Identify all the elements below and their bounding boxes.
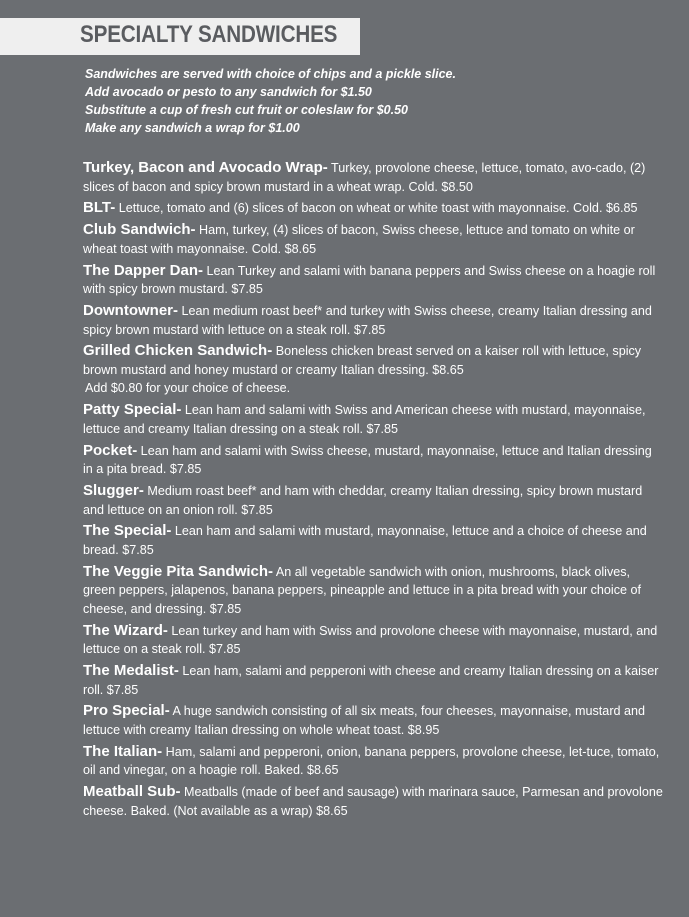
menu-item xyxy=(83,743,663,780)
menu-item-description: Medium roast beef* and ham with cheddar, creamy Italian dressing, spicy brown mustard and lettuce on an onion roll. $7.85 xyxy=(83,484,643,517)
menu-item-name: The Wizard- xyxy=(83,621,168,639)
menu-item-description: Ham, turkey, (4) slices of bacon, Swiss cheese, lettuce and tomato on white or wheat toast with mayonnaise. Cold. $8.65 xyxy=(83,223,635,256)
menu-item-name: Pocket- xyxy=(83,441,138,459)
menu-item xyxy=(83,302,663,339)
menu-item-description: Turkey, provolone cheese, lettuce, tomato, avo-cado, (2) slices of bacon and spicy brown mustard in a wheat wrap. Cold. $8.50 xyxy=(83,161,646,194)
menu-item-description: Ham, salami and pepperoni, onion, banana peppers, provolone cheese, let-tuce, tomato, oil and vinegar, on a hoagie roll. Baked. $8.65 xyxy=(83,744,660,778)
menu-item-name: The Special- xyxy=(83,522,172,540)
menu-item xyxy=(83,783,663,820)
menu-item-name: Club Sandwich- xyxy=(83,221,196,239)
menu-item xyxy=(83,199,663,218)
menu-item-description: Lean Turkey and salami with banana peppers and Swiss cheese on a hoagie roll with spicy brown mustard. $7.85 xyxy=(83,263,656,297)
menu-item xyxy=(83,522,663,559)
menu-item-description: Lean medium roast beef* and turkey with Swiss cheese, creamy Italian dressing and spicy brown mustard with lettuce on a steak roll. $7.85 xyxy=(83,303,652,337)
menu-item-name: Downtowner- xyxy=(83,301,178,319)
menu-item-name: Turkey, Bacon and Avocado Wrap- xyxy=(83,159,328,176)
menu-item-description: An all vegetable sandwich with onion, mushrooms, black olives, green peppers, jalapenos, banana peppers, pineapple and lettuce in a pita bread with your choice of cheese, and dressing. $7.85 xyxy=(83,564,642,616)
menu-item-name: The Veggie Pita Sandwich- xyxy=(83,562,274,580)
menu-item xyxy=(83,159,663,196)
menu-item xyxy=(83,221,663,258)
menu-item xyxy=(83,401,663,438)
page-title: SPECIALTY SANDWICHES xyxy=(80,21,338,48)
menu-item xyxy=(83,262,663,299)
menu-item-name: BLT- xyxy=(83,199,116,217)
menu-item xyxy=(83,662,663,699)
menu-item-name: The Dapper Dan- xyxy=(83,261,204,279)
menu-item-description: Lean turkey and ham with Swiss and provolone cheese with mayonnaise, mustard, and lettuce on a steak roll. $7.85 xyxy=(83,623,658,657)
menu-item xyxy=(83,442,663,479)
menu-item-description: Lean ham, salami and pepperoni with cheese and creamy Italian dressing on a kaiser roll. $7.85 xyxy=(83,664,659,697)
title-band xyxy=(0,18,360,55)
menu-item-description: Lettuce, tomato and (6) slices of bacon on wheat or white toast with mayonnaise. Cold. $6.85 xyxy=(115,201,638,216)
intro-line: Substitute a cup of fresh cut fruit or coleslaw for $0.50 xyxy=(85,103,408,117)
intro-line: Add avocado or pesto to any sandwich for $1.50 xyxy=(85,85,372,99)
menu-item-description: A huge sandwich consisting of all six meats, four cheeses, mayonnaise, mustard and lettuce with creamy Italian dressing on whole wheat toast. $8.95 xyxy=(83,704,646,738)
menu-item-description: Boneless chicken breast served on a kaiser roll with lettuce, spicy brown mustard and honey mustard or creamy Italian dressing. $8.65 xyxy=(83,344,642,377)
menu-item-description: Lean ham and salami with Swiss cheese, mustard, mayonnaise, lettuce and Italian dressing in a pita bread. $7.85 xyxy=(83,443,652,477)
menu-item xyxy=(83,563,663,619)
menu-item xyxy=(83,342,663,398)
menu-item-name: Meatball Sub- xyxy=(83,783,181,801)
menu-item-name: Slugger- xyxy=(83,482,144,499)
menu-item-description: Lean ham and salami with Swiss and American cheese with mustard, mayonnaise, lettuce and creamy Italian dressing on a steak roll. $7.85 xyxy=(83,403,646,436)
intro-notes xyxy=(85,65,645,137)
menu-item xyxy=(83,702,663,739)
menu-item-description: Meatballs (made of beef and sausage) with marinara sauce, Parmesan and provolone cheese. Baked. (Not available as a wrap) $8.65 xyxy=(83,785,663,818)
menu-item xyxy=(83,622,663,659)
menu-item-description: Lean ham and salami with mustard, mayonnaise, lettuce and a choice of cheese and bread. $7.85 xyxy=(83,524,647,557)
menu-item-name: Grilled Chicken Sandwich- xyxy=(83,342,273,360)
menu-item-name: Patty Special- xyxy=(83,401,182,419)
menu-item xyxy=(83,482,663,519)
menu-item-name: Pro Special- xyxy=(83,702,170,720)
intro-line: Sandwiches are served with choice of chips and a pickle slice. xyxy=(85,67,456,81)
menu-item-name: The Italian- xyxy=(83,742,163,760)
intro-line: Make any sandwich a wrap for $1.00 xyxy=(85,121,300,135)
menu-item-note: Add $0.80 for your choice of cheese. xyxy=(85,381,291,396)
sandwich-menu-list xyxy=(83,159,663,824)
menu-item-name: The Medalist- xyxy=(83,662,179,680)
